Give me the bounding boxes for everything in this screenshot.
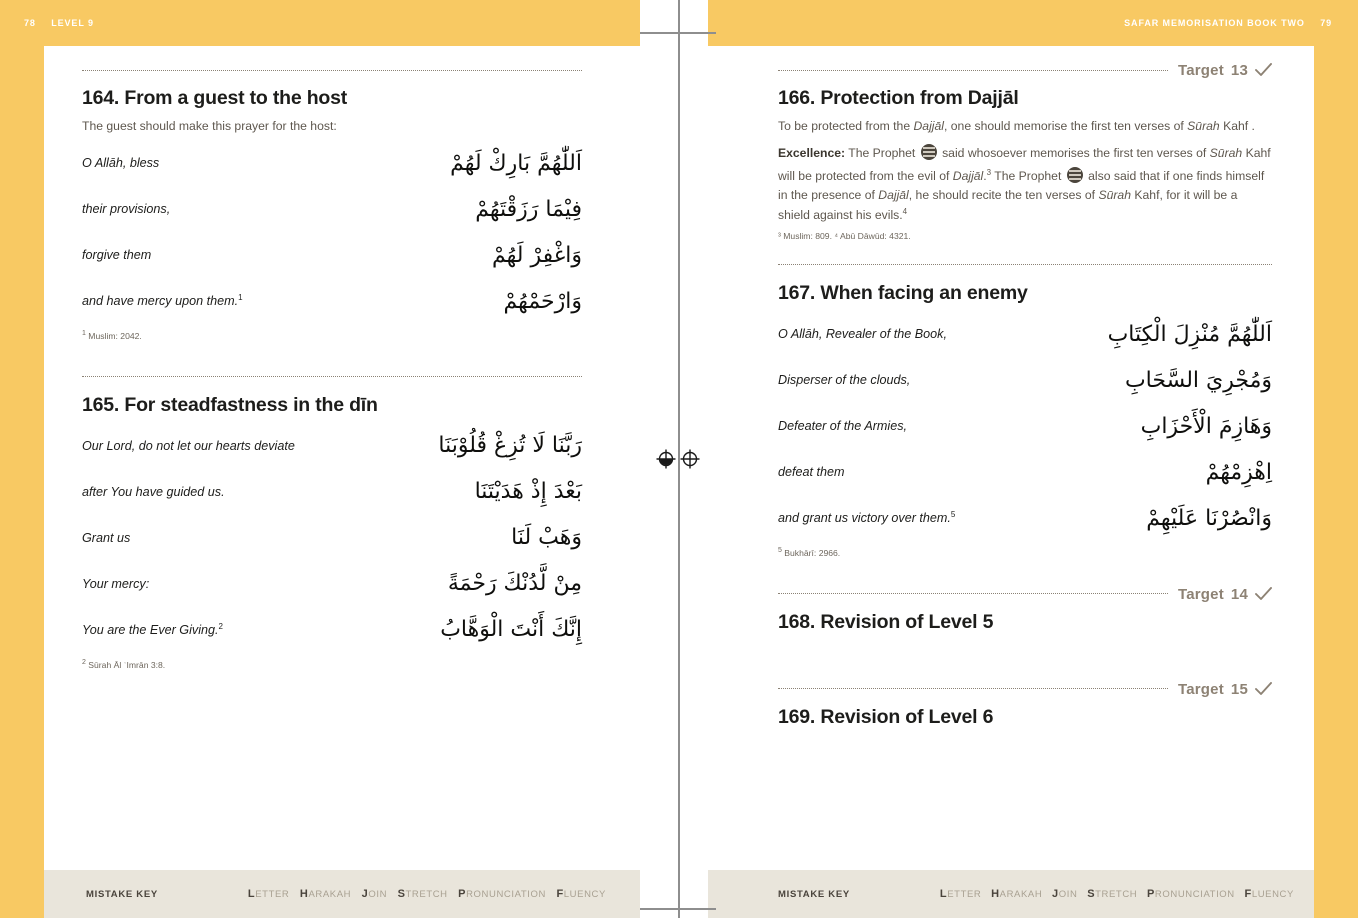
right-page-running-head (1118, 0, 1338, 46)
prayer-english: Grant us (82, 530, 131, 545)
left-page-running-head (18, 0, 100, 46)
footnote-164 (82, 329, 582, 343)
prayer-arabic: إِنَّكَ أَنْتَ الْوَهَّابُ (440, 617, 582, 643)
dotted-rule (778, 264, 1272, 265)
prayer-line (82, 470, 582, 516)
rule-above-167 (778, 257, 1272, 273)
mistake-key-term-harakah: HARAKAH (299, 888, 352, 900)
section-164-intro: The guest should make this prayer for the host: (82, 119, 337, 133)
crop-mark-bottom (640, 908, 716, 910)
mistake-key-term-join: JOIN (361, 888, 388, 900)
mistake-key-term-pronunciation: PRONUNCIATION (458, 888, 546, 900)
footnote-text: Muslim: 2042. (88, 330, 142, 341)
mistake-key-term-fluency: FLUENCY (556, 888, 606, 900)
para-italic: Sūrah (1187, 119, 1220, 133)
footnote-number: 1 (82, 329, 86, 337)
prayer-line (82, 233, 582, 279)
mistake-key-term-pronunciation: PRONUNCIATION (1146, 888, 1235, 900)
left-page-edge-strip (0, 0, 44, 918)
check-icon (1255, 63, 1272, 77)
dotted-rule (82, 70, 582, 71)
prayer-english: Our Lord, do not let our hearts deviate (82, 438, 295, 453)
para-text: To be protected from the (778, 119, 914, 133)
mistake-key-term-harakah: HARAKAH (991, 888, 1043, 900)
check-icon (1255, 587, 1272, 601)
mistake-key-terms (940, 888, 1294, 900)
prayer-arabic: وَمُجْرِيَ السَّحَابِ (1124, 367, 1272, 393)
mistake-key-term-stretch: STRETCH (1087, 888, 1138, 900)
target-row-14 (778, 586, 1272, 602)
prayer-english (82, 621, 235, 640)
target-badge (1178, 680, 1272, 698)
prayer-arabic: اَللّٰهُمَّ مُنْزِلَ الْكِتَابِ (1107, 321, 1272, 347)
mistake-key-term-fluency: FLUENCY (1244, 888, 1294, 900)
prayer-arabic: مِنْ لَّدُنْكَ رَحْمَةً (447, 571, 582, 597)
section-166-excellence: Excellence: The Prophet said whosoever memorises the first ten verses of Sūrah Kahf will be protected from the evil of Dajjāl.$^3$ The Prophet also said that if one finds himself in the presence of Dajjāl, he should recite the ten verses of Sūrah Kahf, for it will be a shield against his evils.$^4$ (778, 145, 1271, 223)
right-page-folio: 79 (1320, 18, 1332, 28)
prayer-english-text: and have mercy upon them. (82, 294, 239, 309)
prayer-line (778, 496, 1272, 542)
prayer-arabic: وَهَبْ لَنَا (511, 525, 582, 551)
section-title-164: 164. From a guest to the host (82, 87, 348, 109)
left-page-level-label: LEVEL 9 (51, 18, 94, 28)
footnote-text: Bukhārī: 2966. (784, 547, 841, 558)
prayer-arabic: وَهَازِمَ الْأَحْزَابِ (1140, 413, 1272, 439)
section-title-166: 166. Protection from Dajjāl (778, 87, 1019, 109)
crop-mark-top (640, 32, 716, 34)
rule-above-165 (82, 369, 582, 385)
mistake-key-term-stretch: STRETCH (397, 888, 448, 900)
prayer-english-text: You are the Ever Giving. (82, 623, 219, 638)
prayer-arabic: رَبَّنَا لَا تُزِغْ قُلُوْبَنَا (438, 433, 582, 459)
section-title-168: 168. Revision of Level 5 (778, 610, 994, 633)
section-title-165: 165. For steadfastness in the dīn (82, 393, 378, 416)
para-text: Kahf . (1219, 119, 1255, 133)
prayer-line (82, 562, 582, 608)
prayer-line (82, 516, 582, 562)
left-page (0, 0, 640, 918)
section-166-paragraph-1 (778, 117, 1272, 137)
prayer-line (778, 404, 1272, 450)
footnote-text: Sūrah Āl ʿImrān 3:8. (88, 659, 166, 670)
check-icon (1255, 682, 1272, 696)
footnote-number: 2 (82, 658, 86, 666)
registration-target-icon (679, 448, 701, 470)
prayer-arabic: وَارْحَمْهُمْ (503, 288, 582, 314)
prayer-english (778, 509, 967, 528)
target-badge (1178, 61, 1272, 79)
target-label: Target (1177, 585, 1224, 603)
mistake-key-term-join: JOIN (1052, 888, 1078, 900)
right-page-book-title: SAFAR MEMORISATION BOOK TWO (1124, 18, 1305, 28)
prayer-line (82, 424, 582, 470)
target-number: 14 (1230, 585, 1248, 603)
dotted-rule (778, 688, 1168, 689)
prayer-line (778, 450, 1272, 496)
para-text: , one should memorise the first ten verses of (943, 119, 1188, 133)
prayer-english: Your mercy: (82, 576, 150, 591)
mistake-key-terms (248, 888, 606, 900)
prayer-arabic: اَللّٰهُمَّ بَارِكْ لَهُمْ (450, 150, 582, 176)
prayer-line (82, 279, 582, 325)
footnote-number: 5 (778, 546, 782, 554)
footnote-165 (82, 658, 582, 672)
prayer-english: Defeater of the Armies, (778, 418, 908, 433)
right-page (708, 0, 1358, 918)
prayer-arabic: بَعْدَ إِذْ هَدَيْتَنَا (474, 479, 582, 505)
excellence-label: Excellence: (778, 145, 846, 160)
prayer-english: forgive them (82, 247, 152, 262)
target-label: Target (1177, 680, 1224, 698)
prayer-english: O Allāh, bless (82, 155, 160, 170)
footnote-marker: 5 (950, 510, 956, 520)
prayer-english: after You have guided us. (82, 484, 225, 499)
target-number: 15 (1230, 680, 1248, 698)
prayer-english: O Allāh, Revealer of the Book, (778, 326, 947, 341)
prayer-line (82, 141, 582, 187)
prayer-english: their provisions, (82, 201, 171, 216)
footnote-167 (778, 546, 1272, 560)
mistake-key-term-letter: LETTER (247, 888, 290, 900)
prayer-arabic: وَانْصُرْنَا عَلَيْهِمْ (1146, 505, 1272, 531)
mistake-key-term-letter: LETTER (939, 888, 982, 900)
registration-marks (655, 448, 705, 472)
target-badge (1178, 585, 1272, 603)
right-page-edge-strip (1314, 0, 1358, 918)
rule-above-164 (82, 62, 582, 78)
prayer-english (82, 292, 255, 311)
para-italic: Dajjāl (913, 119, 944, 133)
footnote-166: ³ Muslim: 809. ⁴ Abū Dāwūd: 4321. (778, 230, 911, 241)
prayer-arabic: فِيْمَا رَزَقْتَهُمْ (475, 196, 582, 222)
salawat-seal-icon (1067, 167, 1083, 183)
prayer-line (778, 312, 1272, 358)
mistake-key-title: MISTAKE KEY (86, 888, 158, 900)
left-page-mistake-key (86, 870, 610, 918)
prayer-english: Disperser of the clouds, (778, 372, 911, 387)
section-title-169: 169. Revision of Level 6 (778, 705, 994, 728)
dotted-rule (82, 376, 582, 377)
target-row-15 (778, 681, 1272, 697)
registration-target-icon (655, 448, 677, 470)
prayer-line (82, 608, 582, 654)
left-page-folio: 78 (24, 18, 36, 28)
prayer-english: defeat them (778, 464, 845, 479)
footnote-marker: 2 (218, 622, 223, 632)
prayer-line (778, 358, 1272, 404)
dotted-rule (778, 70, 1168, 71)
prayer-arabic: وَاغْفِرْ لَهُمْ (492, 242, 582, 268)
mistake-key-title: MISTAKE KEY (778, 888, 850, 900)
left-page-column (82, 62, 582, 671)
dotted-rule (778, 593, 1168, 594)
section-title-167: 167. When facing an enemy (778, 281, 1028, 304)
target-label: Target (1177, 62, 1224, 79)
right-page-column (778, 62, 1272, 736)
right-page-mistake-key (778, 870, 1298, 918)
target-number: 13 (1230, 62, 1248, 79)
prayer-english-text: and grant us victory over them. (778, 511, 951, 526)
prayer-arabic: اِهْزِمْهُمْ (1205, 459, 1272, 485)
target-row-13 (778, 62, 1272, 78)
salawat-seal-icon (921, 144, 937, 160)
prayer-line (82, 187, 582, 233)
footnote-marker: 1 (238, 293, 243, 303)
